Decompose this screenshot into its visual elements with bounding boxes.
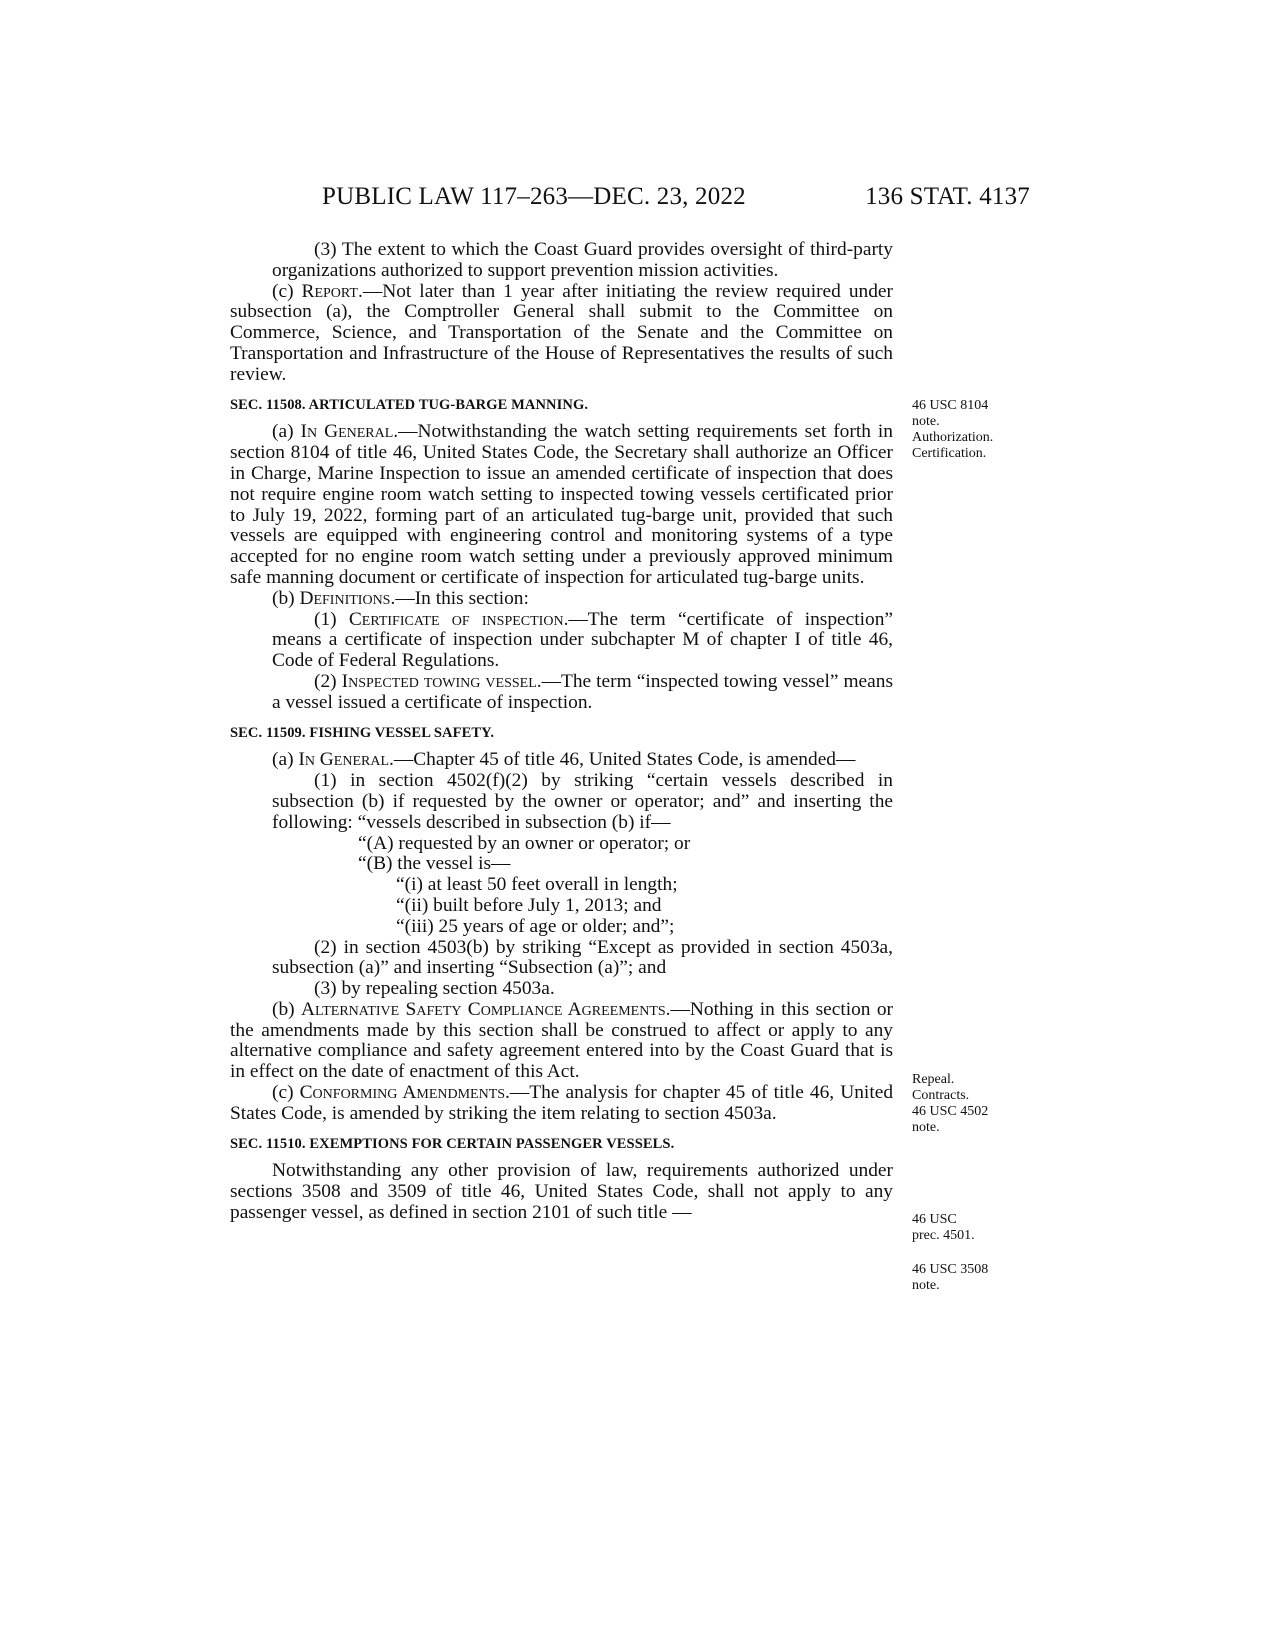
paragraph-11509-c: (c) Conforming Amendments.—The analysis for chapter 45 of title 46, United States Code, is amended by striking the item relating to section 4503a. [230, 1082, 894, 1124]
paragraph-3-oversight: (3) The extent to which the Coast Guard provides oversight of third-party organizations authorized to support prevention mission activities. [272, 239, 893, 281]
section-heading-11508: SEC. 11508. ARTICULATED TUG-BARGE MANNING. [230, 396, 589, 413]
clause-B: “(B) the vessel is— [358, 853, 511, 875]
section-heading-11509: SEC. 11509. FISHING VESSEL SAFETY. [230, 724, 495, 741]
paragraph-11509-a: (a) In General.—Chapter 45 of title 46, United States Code, is amended— [272, 749, 856, 771]
law-title: PUBLIC LAW 117–263—DEC. 23, 2022 [322, 183, 746, 210]
clause-ii: “(ii) built before July 1, 2013; and [396, 894, 662, 916]
margin-note-repeal-contracts: Repeal. Contracts. 46 USC 4502 note. [912, 1072, 989, 1135]
clause-i: “(i) at least 50 feet overall in length; [396, 874, 678, 896]
paragraph-11509-a3: (3) by repealing section 4503a. [314, 978, 555, 1000]
paragraph-11508-b: (b) Definitions.—In this section: [272, 587, 529, 609]
margin-note-46-usc-8104: 46 USC 8104 note. Authorization. Certification. [912, 398, 994, 461]
clause-A: “(A) requested by an owner or operator; or [358, 832, 691, 854]
margin-note-46-usc-prec-4501: 46 USC prec. 4501. [912, 1212, 975, 1243]
paragraph-11510: Notwithstanding any other provision of law, requirements authorized under sections 3508 and 3509 of title 46, United States Code, shall not apply to any passenger vessel, as defined in section 2101 of such title — [230, 1160, 893, 1224]
paragraph-c-report: (c) Report.—Not later than 1 year after initiating the review required under subsection (a), the Comptroller General shall submit to the Committee on Commerce, Science, and Transportation of the Senate and the Committee on Transportation and Infrastructure of the House of Representatives the results of such review. [230, 280, 893, 385]
paragraph-11509-a2: (2) in section 4503(b) by striking “Except as provided in section 4503a, subsection (a)” and inserting “Subsection (a)”; and [272, 936, 893, 979]
section-heading-11510: SEC. 11510. EXEMPTIONS FOR CERTAIN PASSENGER VESSELS. [230, 1135, 675, 1152]
clause-iii: “(iii) 25 years of age or older; and”; [396, 915, 675, 937]
paragraph-11508-b1: (1) Certificate of inspection.—The term “certificate of inspection” means a certificate of inspection under subchapter M of chapter I of title 46, Code of Federal Regulations. [272, 608, 894, 672]
statute-page-number: 136 STAT. 4137 [865, 183, 1030, 210]
paragraph-11509-a1: (1) in section 4502(f)(2) by striking “certain vessels described in subsection (b) if requested by the owner or operator; and” and inserting the following: “vessels described in subsection (b) if— [272, 770, 893, 833]
paragraph-11508-b2: (2) Inspected towing vessel.—The term “inspected towing vessel” means a vessel issued a certificate of inspection. [272, 670, 893, 713]
margin-note-46-usc-3508: 46 USC 3508 note. [912, 1262, 989, 1293]
paragraph-11509-b: (b) Alternative Safety Compliance Agreements.—Nothing in this section or the amendments made by this section shall be construed to affect or apply to any alternative compliance and safety agreement entered into by the Coast Guard that is in effect on the date of enactment of this Act. [230, 998, 893, 1083]
paragraph-11508-a: (a) In General.—Notwithstanding the watch setting requirements set forth in section 8104 of title 46, United States Code, the Secretary shall authorize an Officer in Charge, Marine Inspection to issue an amended certificate of inspection that does not require engine room watch setting to inspected towing vessels certificated prior to July 19, 2022, forming part of an articulated tug-barge unit, provided that such vessels are equipped with engineering control and monitoring systems of a type accepted for no engine room watch setting under a previously approved minimum safe manning document or certificate of inspection for articulated tug-barge units. [230, 421, 893, 588]
